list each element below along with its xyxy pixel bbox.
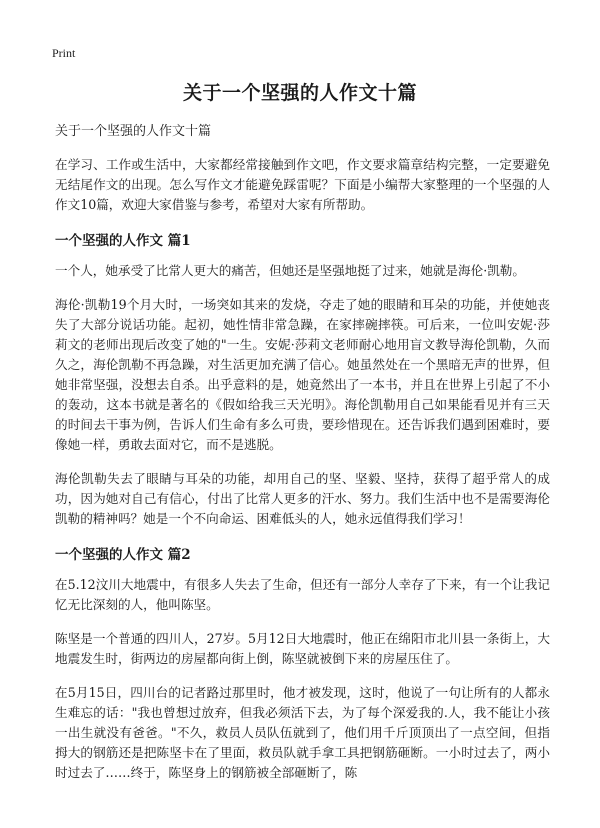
section1-paragraph: 海伦凯勒失去了眼睛与耳朵的功能，却用自己的坚、坚毅、坚持，获得了超乎常人的成功，因为她对自己有信心，付出了比常人更多的汗水、努力。我们生活中也不是需要海伦凯勒的精神吗？她是一个不向命运、困难低头的人，她永远值得我们学习！ xyxy=(55,471,550,526)
section-heading-2: 一个坚强的人作文 篇2 xyxy=(55,547,191,563)
section2-paragraph: 在5月15日，四川台的记者路过那里时，他才被发现，这时，他说了一句让所有的人都永生难忘的话："我也曾想过放弃，但我必须活下去，为了每个深爱我的.人，我不能让小孩一出生就没有爸爸。"不久，救员人员队伍就到了，他们用千斤顶顶出了一点空间，但指拇大的钢筋还是把陈坚卡在了里面，救员队就手拿工具把钢筋砸断。一小时过去了，两小时过去了……终于，陈坚身上的钢筋被全部砸断了，陈 xyxy=(55,685,550,780)
section1-paragraph: 海伦·凯勒19个月大时，一场突如其来的发烧，夺走了她的眼睛和耳朵的功能，并使她丧失了大部分说话功能。起初，她性情非常急躁，在家摔碗摔筷。可后来，一位叫安妮·莎莉文的老师出现后改变了她的"一生。安妮·莎莉文老师耐心地用盲文教导海伦凯勒，久而久之，海伦凯勒不再急躁，对生活更加充满了信心。她虽然处在一个黑暗无声的世界，但她非常坚强，没想去自杀。出乎意料的是，她竟然出了一本书，并且在世界上引起了不小的轰动，这本书就是著名的《假如给我三天光明》。海伦凯勒用自己如果能看见并有三天的时间去干事为例，告诉人们生命有多么可贵，要珍惜现在。还告诉我们遇到困难时，要像她一样，勇敢去面对它，而不是逃脱。 xyxy=(55,297,550,452)
document-subtitle: 关于一个坚强的人作文十篇 xyxy=(55,124,212,139)
print-link[interactable]: Print xyxy=(52,46,76,60)
intro-paragraph: 在学习、工作或生活中，大家都经常接触到作文吧，作文要求篇章结构完整，一定要避免无结尾作文的出现。怎么写作文才能避免踩雷呢？下面是小编帮大家整理的一个坚强的人作文10篇，欢迎大家借鉴与参考，希望对大家有所帮助。 xyxy=(55,157,550,212)
document-body xyxy=(55,120,550,797)
section-heading-1: 一个坚强的人作文 篇1 xyxy=(55,233,191,249)
section2-paragraph: 在5.12汶川大地震中，有很多人失去了生命，但还有一部分人幸存了下来，有一个让我记忆无比深刻的人，他叫陈坚。 xyxy=(55,577,550,612)
page-title: 关于一个坚强的人作文十篇 xyxy=(182,82,417,104)
section2-paragraph: 陈坚是一个普通的四川人，27岁。5月12日大地震时，他正在绵阳市北川县一条街上，大地震发生时，街两边的房屋都向街上倒，陈坚就被倒下来的房屋压住了。 xyxy=(55,631,550,666)
section1-paragraph: 一个人，她承受了比常人更大的痛苦，但她还是坚强地挺了过来，她就是海伦·凯勒。 xyxy=(55,263,525,278)
